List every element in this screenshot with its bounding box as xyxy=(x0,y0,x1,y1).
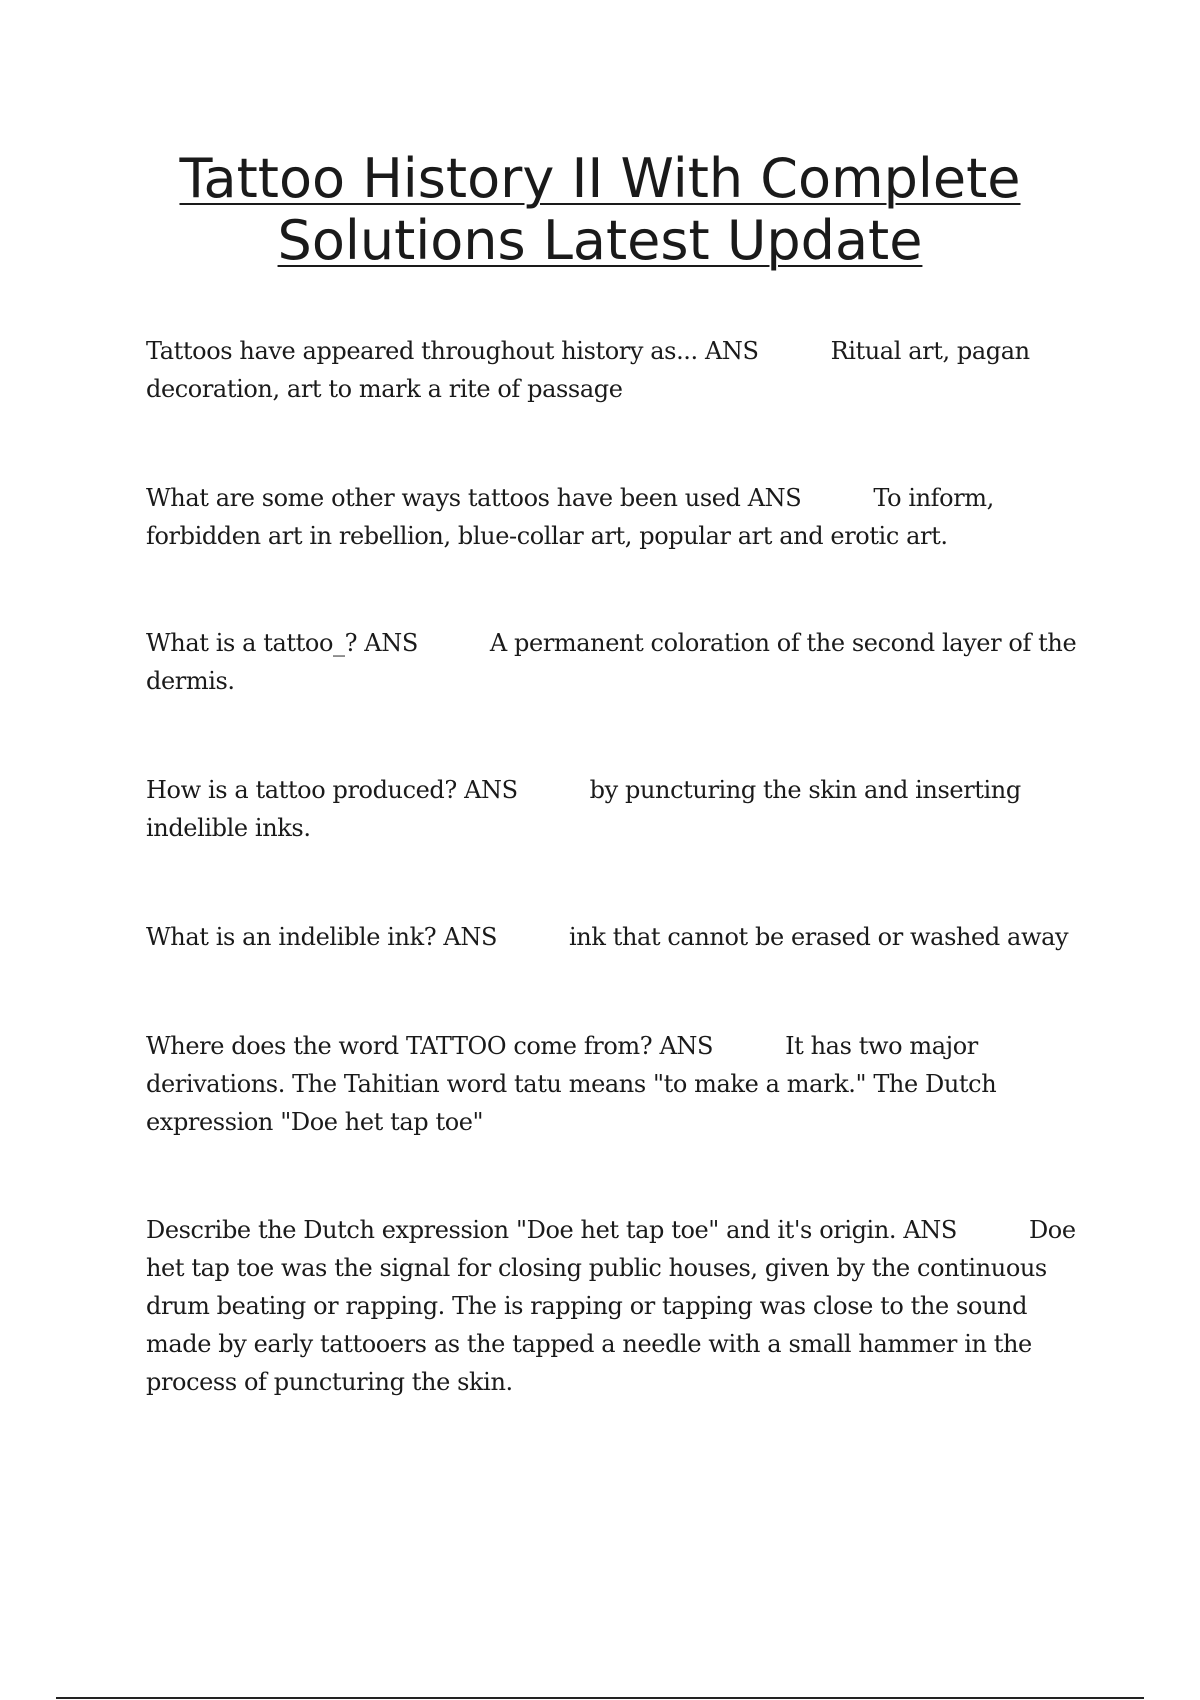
qa-item xyxy=(146,1211,1096,1401)
qa-item xyxy=(146,771,1096,847)
question-text: What is a tattoo_? ANS xyxy=(146,629,418,657)
qa-item xyxy=(146,1027,1096,1141)
answer-text: To inform, forbidden art in rebellion, blue-collar art, popular art and erotic art. xyxy=(146,484,994,550)
qa-item xyxy=(146,918,1096,956)
qa-item xyxy=(146,332,1096,408)
question-text: Describe the Dutch expression "Doe het tap toe" and it's origin. ANS xyxy=(146,1216,957,1244)
question-text: What are some other ways tattoos have been used ANS xyxy=(146,484,802,512)
question-text: What is an indelible ink? ANS xyxy=(146,923,497,951)
qa-item xyxy=(146,479,1096,555)
question-text: Tattoos have appeared throughout history as... ANS xyxy=(146,337,759,365)
answer-text: Doe het tap toe was the signal for closing public houses, given by the continuous drum beating or rapping. The is rapping or tapping was close to the sound made by early tattooers as the tapped a needle with a small hammer in the process of puncturing the skin. xyxy=(146,1216,1076,1396)
question-text: How is a tattoo produced? ANS xyxy=(146,776,518,804)
document-title: Tattoo History II With Complete Solutions Latest Update xyxy=(179,147,1021,272)
qa-item xyxy=(146,624,1096,700)
answer-text: Ritual art, pagan decoration, art to mark a rite of passage xyxy=(146,337,1030,403)
footer-divider xyxy=(56,1697,1144,1699)
answer-text: ink that cannot be erased or washed away xyxy=(569,923,1069,951)
question-text: Where does the word TATTOO come from? ANS xyxy=(146,1032,714,1060)
answer-text: by puncturing the skin and inserting indelible inks. xyxy=(146,776,1021,842)
answer-text: It has two major derivations. The Tahitian word tatu means "to make a mark." The Dutch expression "Doe het tap toe" xyxy=(146,1032,997,1136)
answer-text: A permanent coloration of the second layer of the dermis. xyxy=(146,629,1077,695)
